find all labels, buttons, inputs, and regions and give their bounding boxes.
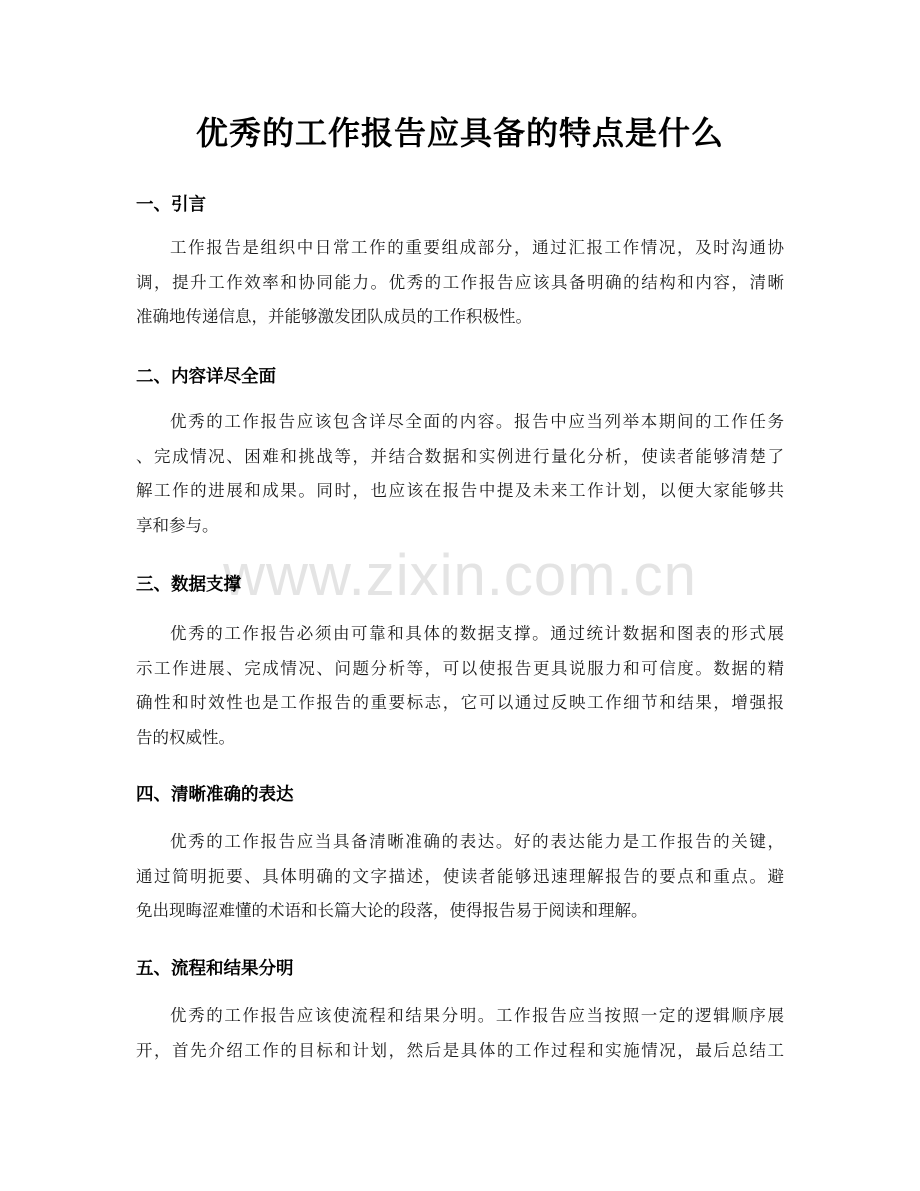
- paragraph-line: 通过简明扼要、具体明确的文字描述，使读者能够迅速理解报告的要点和重点。避: [136, 866, 784, 886]
- paragraph-line: 工作报告是组织中日常工作的重要组成部分，通过汇报工作情况，及时沟通协: [170, 238, 784, 257]
- paragraph-line: 优秀的工作报告应该使流程和结果分明。工作报告应当按照一定的逻辑顺序展: [170, 1006, 784, 1025]
- section-heading-data-support: 三、数据支撑: [136, 575, 241, 595]
- paragraph-line: 开，首先介绍工作的目标和计划，然后是具体的工作过程和实施情况，最后总结工: [136, 1040, 784, 1060]
- paragraph-line: 解工作的进展和成果。同时，也应该在报告中提及未来工作计划，以便大家能够共: [136, 481, 784, 500]
- paragraph-line: 享和参与。: [136, 515, 219, 535]
- section-paragraph-data-support: [136, 617, 784, 755]
- paragraph-line: 优秀的工作报告必须由可靠和具体的数据支撑。通过统计数据和图表的形式展: [170, 624, 784, 643]
- paragraph-line: 告的权威性。: [136, 727, 235, 747]
- section-paragraph-introduction: [136, 231, 784, 335]
- section-paragraph-clear-expression: [136, 825, 784, 929]
- section-heading-process-results: 五、流程和结果分明: [136, 959, 294, 979]
- section-paragraph-content: [136, 405, 784, 543]
- paragraph-line: 优秀的工作报告应该包含详尽全面的内容。报告中应当列举本期间的工作任务: [170, 412, 784, 431]
- paragraph-line: 免出现晦涩难懂的术语和长篇大论的段落，使得报告易于阅读和理解。: [136, 901, 648, 920]
- section-heading-content: 二、内容详尽全面: [136, 367, 276, 387]
- document-title: 优秀的工作报告应具备的特点是什么: [195, 114, 724, 152]
- paragraph-line: 调，提升工作效率和协同能力。优秀的工作报告应该具备明确的结构和内容，清晰: [136, 272, 784, 292]
- section-heading-clear-expression: 四、清晰准确的表达: [136, 785, 294, 805]
- paragraph-line: 示工作进展、完成情况、问题分析等，可以使报告更具说服力和可信度。数据的精: [136, 658, 784, 678]
- section-paragraph-process-results: [136, 999, 784, 1068]
- paragraph-line: 确性和时效性也是工作报告的重要标志，它可以通过反映工作细节和结果，增强报: [136, 693, 784, 712]
- paragraph-line: 优秀的工作报告应当具备清晰准确的表达。好的表达能力是工作报告的关键，: [170, 832, 784, 851]
- section-heading-introduction: 一、引言: [136, 195, 206, 215]
- watermark: www.zixin.com.cn: [223, 543, 697, 608]
- paragraph-line: 准确地传递信息，并能够激发团队成员的工作积极性。: [136, 307, 532, 326]
- paragraph-line: 、完成情况、困难和挑战等，并结合数据和实例进行量化分析，使读者能够清楚了: [136, 446, 784, 466]
